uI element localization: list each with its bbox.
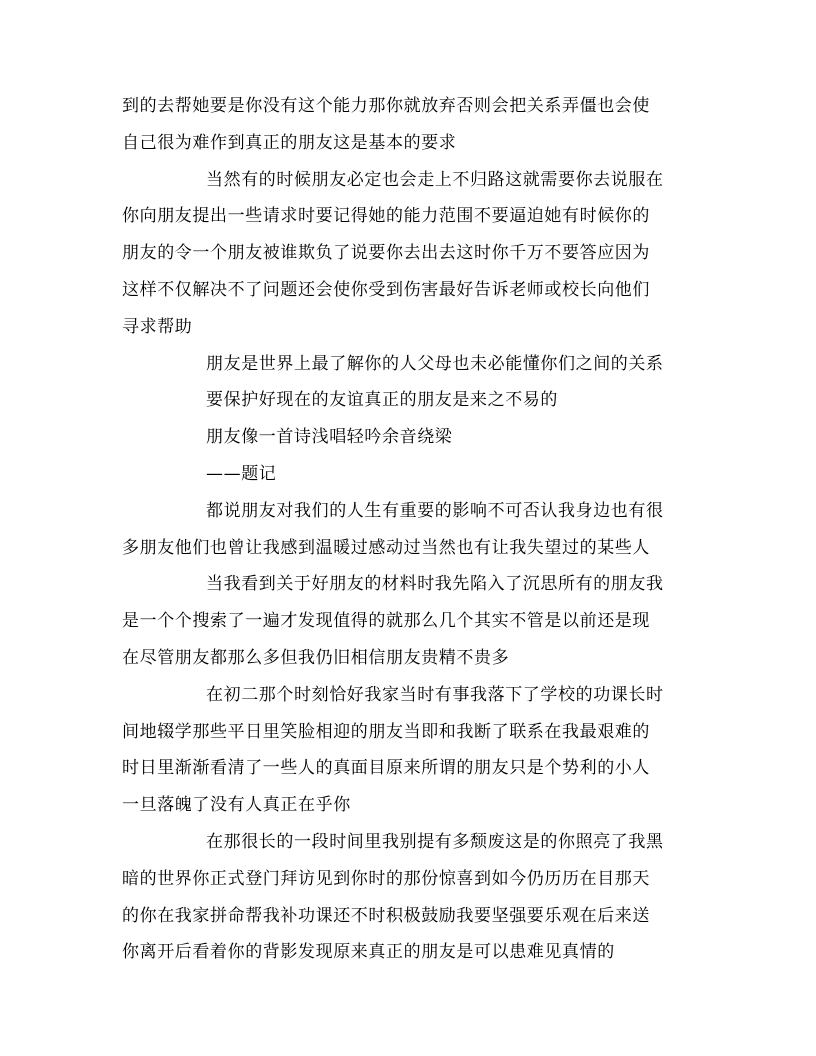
text-line: 你向朋友提出一些请求时要记得她的能力范围不要逼迫她有时候你的 (122, 206, 650, 227)
text-line: 一旦落魄了没有人真正在乎你 (122, 795, 351, 816)
text-line: 你离开后看着你的背影发现原来真正的朋友是可以患难见真情的 (122, 942, 615, 963)
text-line: 自己很为难作到真正的朋友这是基本的要求 (122, 132, 457, 153)
text-line: 这样不仅解决不了问题还会使你受到伤害最好告诉老师或校长向他们 (122, 279, 650, 300)
text-line: 到的去帮她要是你没有这个能力那你就放弃否则会把关系弄僵也会使 (122, 96, 650, 116)
text-line: 在那很长的一段时间里我别提有多颓废这是的你照亮了我黑 (206, 831, 664, 852)
document-body (122, 88, 702, 971)
text-line: 朋友的令一个朋友被谁欺负了说要你去出去这时你千万不要答应因为 (122, 243, 650, 264)
text-line: 寻求帮助 (122, 316, 193, 337)
text-line: 时日里渐渐看清了一些人的真面目原来所谓的朋友只是个势利的小人 (122, 758, 650, 779)
text-line: 朋友是世界上最了解你的人父母也未必能懂你们之间的关系 (206, 353, 664, 374)
text-line: 多朋友他们也曾让我感到温暖过感动过当然也有让我失望过的某些人 (122, 537, 650, 558)
text-line: 在初二那个时刻恰好我家当时有事我落下了学校的功课长时 (206, 684, 664, 705)
text-line: 是一个个搜索了一遍才发现值得的就那么几个其实不管是以前还是现 (122, 611, 650, 632)
text-line: 的你在我家拼命帮我补功课还不时积极鼓励我要坚强要乐观在后来送 (122, 905, 650, 926)
text-line: 朋友像一首诗浅唱轻吟余音绕梁 (206, 427, 453, 448)
text-line: 暗的世界你正式登门拜访见到你时的那份惊喜到如今仍历历在目那天 (122, 868, 650, 889)
text-line: 当我看到关于好朋友的材料时我先陷入了沉思所有的朋友我 (206, 574, 664, 595)
text-line: ——题记 (206, 463, 277, 484)
text-line: 间地辍学那些平日里笑脸相迎的朋友当即和我断了联系在我最艰难的 (122, 721, 650, 742)
text-line: 要保护好现在的友谊真正的朋友是来之不易的 (206, 390, 558, 411)
text-line: 都说朋友对我们的人生有重要的影响不可否认我身边也有很 (206, 500, 664, 521)
text-line: 当然有的时候朋友必定也会走上不归路这就需要你去说服在 (206, 169, 664, 190)
text-line: 在尽管朋友都那么多但我仍旧相信朋友贵精不贵多 (122, 647, 510, 668)
